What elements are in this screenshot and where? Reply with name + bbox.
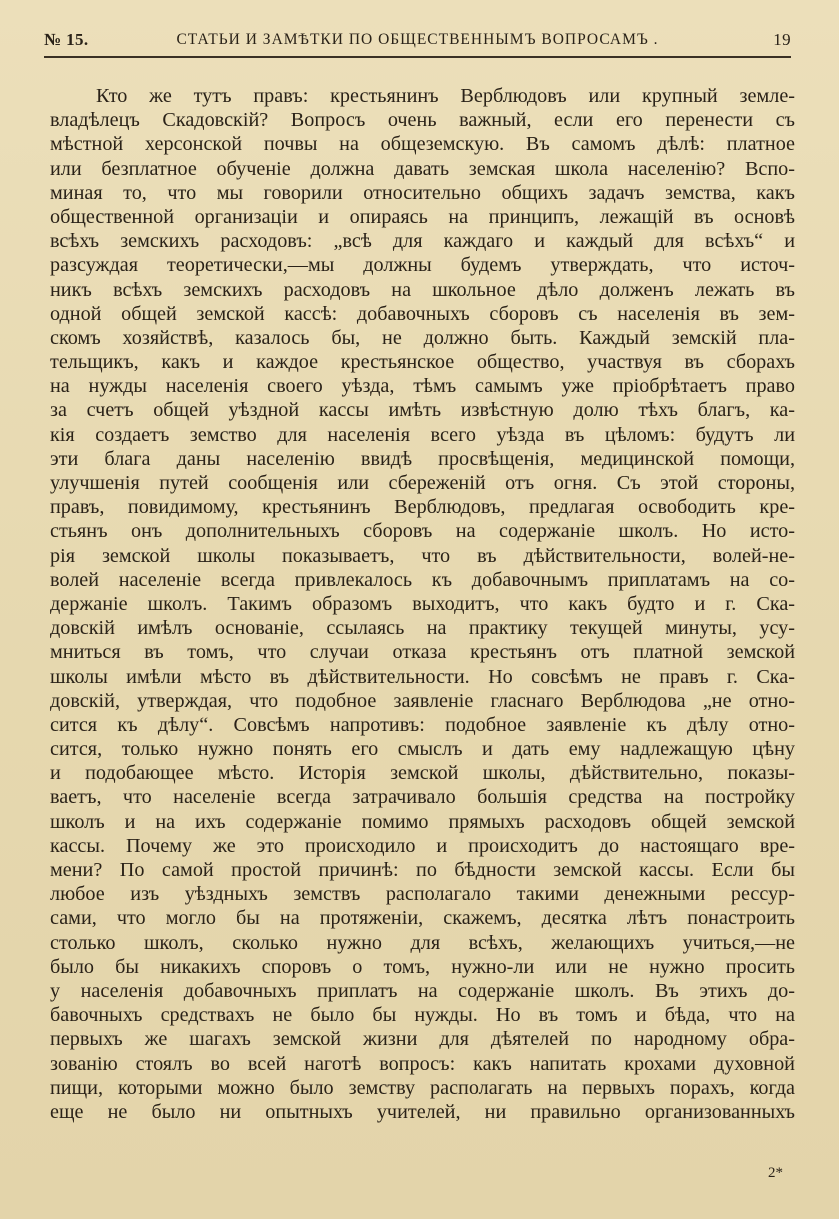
issue-number: № 15.	[44, 30, 89, 49]
text-line: довскій имѣлъ основаніе, ссылаясь на практику текущей минуты, усу-	[50, 617, 795, 640]
page-number: 19	[773, 30, 791, 49]
text-line: скомъ хозяйствѣ, казалось бы, не должно быть. Каждый земскій пла-	[50, 326, 795, 349]
text-line: владѣлецъ Скадовскій? Вопросъ очень важный, если его перенести съ	[50, 109, 795, 132]
text-line: эти блага даны населенію ввидѣ просвѣщенія, медицинской помощи,	[50, 447, 795, 470]
text-line: мѣстной херсонской почвы на общеземскую. Въ самомъ дѣлѣ: платное	[50, 133, 795, 156]
text-line: пищи, которыми можно было земству располагать на первыхъ порахъ, когда	[50, 1076, 795, 1099]
text-line: рія земской школы показываетъ, что въ дѣйствительности, волей-не-	[50, 544, 795, 567]
text-line: стьянъ онъ дополнительныхъ сборовъ на содержаніе школъ. Но исто-	[50, 520, 795, 543]
text-line: любое изъ уѣздныхъ земствъ располагало такими денежными рессур-	[50, 883, 795, 906]
text-line: на нужды населенія своего уѣзда, тѣмъ самымъ уже пріобрѣтаетъ право	[50, 375, 795, 398]
text-line: улучшенія путей сообщенія или сбереженій отъ огня. Съ этой стороны,	[50, 472, 795, 494]
text-line: было бы никакихъ споровъ о томъ, нужно-ли или не нужно просить	[50, 955, 795, 978]
text-line: или безплатное обученіе должна давать земская школа населенію? Вспо-	[50, 157, 795, 180]
text-line: ваетъ, что населеніе всегда затрачивало большія средства на постройку	[50, 786, 795, 809]
signature-mark: 2*	[768, 1165, 783, 1181]
text-line: общественной организаціи и опираясь на принципъ, лежащій въ основѣ	[50, 205, 795, 228]
text-line: разсуждая теоретически,—мы должны будемъ утверждать, что источ-	[50, 254, 795, 277]
text-line: школы имѣли мѣсто въ дѣйствительности. Но совсѣмъ не правъ г. Ска-	[50, 665, 795, 688]
text-line: Кто же тутъ правъ: крестьянинъ Верблюдовъ или крупный земле-	[96, 85, 795, 107]
text-line: первыхъ же шагахъ земской жизни для дѣятелей по народному обра-	[50, 1028, 795, 1051]
text-line: еще не было ни опытныхъ учителей, ни правильно организованныхъ	[50, 1100, 795, 1123]
text-line: сится, только нужно понять его смыслъ и дать ему надлежащую цѣну	[50, 738, 795, 761]
text-line: кія создаетъ земство для населенія всего уѣзда въ цѣломъ: будутъ ли	[50, 423, 795, 446]
running-title: СТАТЬИ И ЗАМѢТКИ ПО ОБЩЕСТВЕННЫМЪ ВОПРОСАМЪ .	[176, 31, 659, 48]
text-line: сами, что могло бы на протяженіи, скажемъ, десятка лѣтъ понастроить	[50, 907, 795, 930]
header-rule	[44, 56, 791, 58]
text-line: никъ всѣхъ земскихъ расходовъ на школьное дѣло долженъ лежать въ	[50, 278, 795, 301]
text-line: миная то, что мы говорили относительно общихъ задачъ земства, какъ	[50, 181, 795, 204]
text-line: школъ и на ихъ содержаніе помимо прямыхъ расходовъ общей земской	[50, 810, 795, 833]
text-line: столько школъ, сколько нужно для всѣхъ, желающихъ учиться,—не	[50, 931, 795, 954]
text-line: держаніе школъ. Такимъ образомъ выходитъ, что какъ будто и г. Ска-	[50, 592, 795, 615]
text-line: сится къ дѣлу“. Совсѣмъ напротивъ: подобное заявленіе къ дѣлу отно-	[50, 713, 795, 736]
text-line: зованію стоялъ во всей наготѣ вопросъ: какъ напитать крохами духовной	[50, 1052, 795, 1075]
text-line: правъ, повидимому, крестьянинъ Верблюдовъ, предлагая освободить кре-	[50, 496, 795, 519]
text-line: у населенія добавочныхъ приплатъ на содержаніе школъ. Въ этихъ до-	[50, 979, 795, 1002]
text-line: всѣхъ земскихъ расходовъ: „всѣ для каждаго и каждый для всѣхъ“ и	[50, 230, 795, 253]
text-line: волей населеніе всегда привлекалось къ добавочнымъ приплатамъ на со-	[50, 568, 795, 591]
text-line: довскій, утверждая, что подобное заявленіе гласнаго Верблюдова „не отно-	[50, 689, 795, 712]
text-line: одной общей земской кассѣ: добавочныхъ сборовъ съ населенія въ зем-	[50, 302, 795, 325]
article-body	[50, 84, 795, 1124]
text-line: мниться въ томъ, что случаи отказа крестьянъ отъ платной земской	[50, 641, 795, 664]
text-line: за счетъ общей уѣздной кассы имѣть извѣстную долю тѣхъ благъ, ка-	[50, 399, 795, 422]
text-line: и подобающее мѣсто. Исторія земской школы, дѣйствительно, показы-	[50, 762, 795, 785]
running-header	[44, 30, 791, 56]
text-line: мени? По самой простой причинѣ: по бѣдности земской кассы. Если бы	[50, 859, 795, 881]
text-line: тельщикъ, какъ и каждое крестьянское общество, участвуя въ сборахъ	[50, 351, 795, 374]
text-line: кассы. Почему же это происходило и происходитъ до настоящаго вре-	[50, 834, 795, 857]
text-line: бавочныхъ средствахъ не было бы нужды. Но въ томъ и бѣда, что на	[50, 1004, 795, 1027]
